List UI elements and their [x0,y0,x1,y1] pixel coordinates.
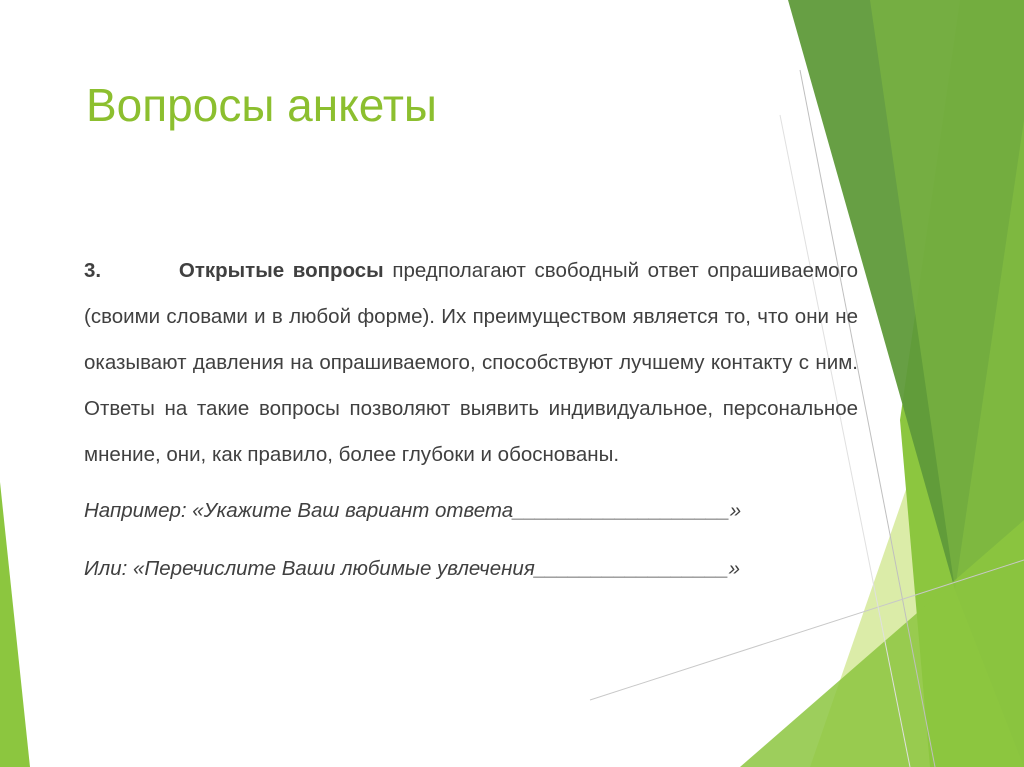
slide-body [84,248,858,592]
open-questions-paragraph [84,248,858,478]
item-number: 3. [84,259,102,282]
example-1: Например: «Укажите Ваш вариант ответа___________________» [84,499,742,522]
example-2: Или: «Перечислите Ваши любимые увлечения_________________» [84,557,740,580]
term-open-questions: Открытые вопросы [178,259,384,282]
left-accent-triangle [0,482,30,767]
slide-title: Вопросы анкеты [86,79,437,131]
paragraph-text: предполагают свободный ответ опрашиваемого (своими словами и в любой форме). Их преимуществом является то, что они не оказывают давления на опрашиваемого, способствуют лучшему контакту с ним. Ответы на такие вопросы позволяют выявить индивидуальное, персональное мнение, они, как правило, более глубоки и обоснованы. [84,259,859,466]
